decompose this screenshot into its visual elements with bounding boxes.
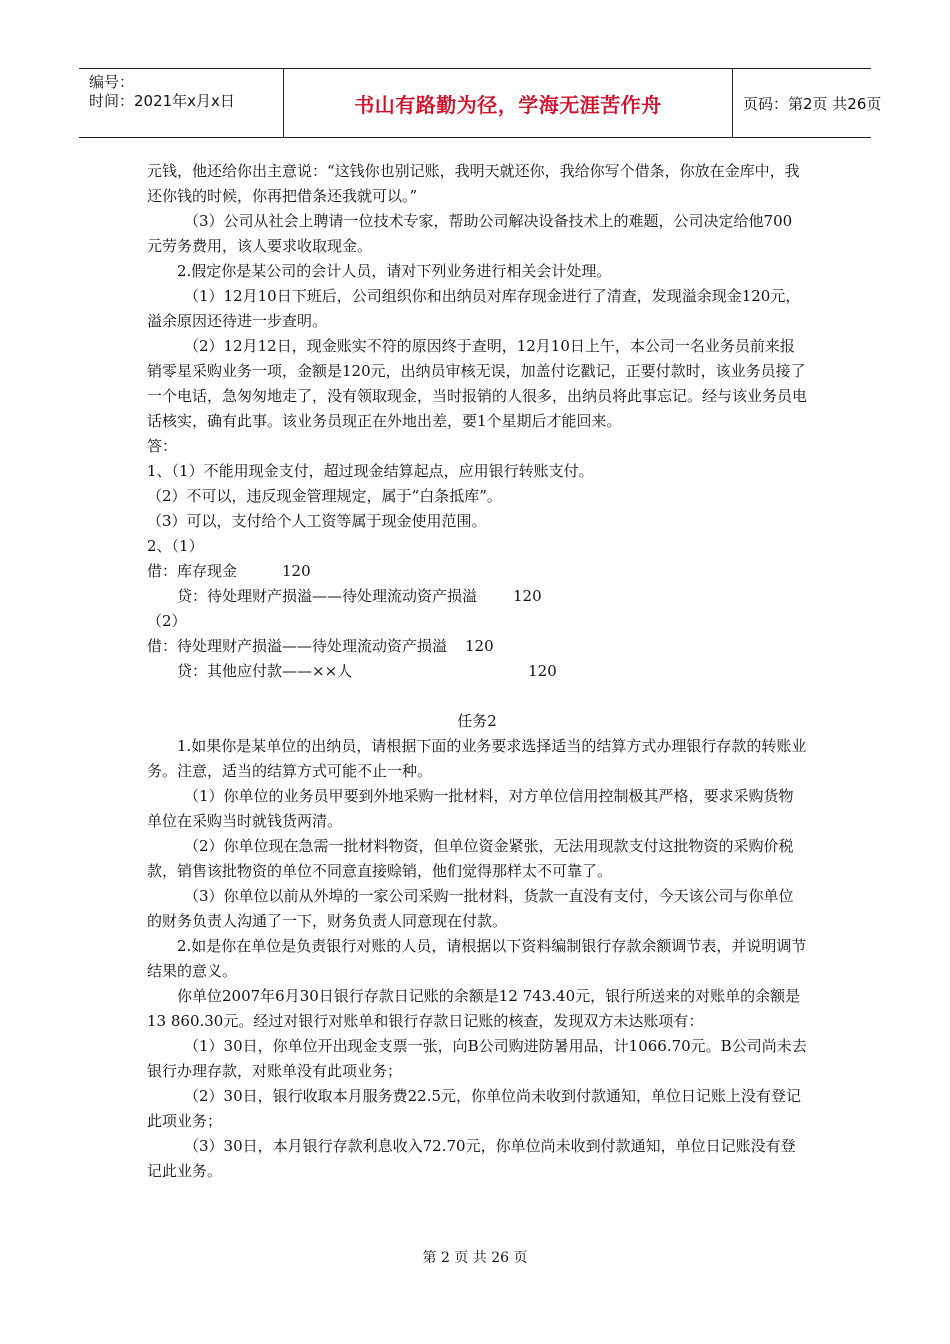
page-header xyxy=(79,68,882,138)
entry-amount: 120 xyxy=(465,637,494,655)
header-left-cell xyxy=(79,69,283,137)
entry-account: 借：待处理财产损溢——待处理流动资产损溢 xyxy=(147,637,448,655)
entry-account: 借：库存现金 xyxy=(147,562,238,580)
paragraph: 1.如果你是某单位的出纳员，请根据下面的业务要求选择适当的结算方式办理银行存款的转账业务。注意，适当的结算方式可能不止一种。 xyxy=(147,737,807,780)
entry-account: 贷：其他应付款——××人 xyxy=(177,662,353,680)
paragraph: （2）30日，银行收取本月服务费22.5元，你单位尚未收到付款通知，单位日记账上没有登记此项业务； xyxy=(147,1087,802,1130)
paragraph: （2）你单位现在急需一批材料物资，但单位资金紧张，无法用现款支付这批物资的采购价税款，销售该批物资的单位不同意直接赊销，他们觉得那样太不可靠了。 xyxy=(147,837,794,880)
paragraph: （2）12月12日，现金账实不符的原因终于查明，12月10日上午，本公司一名业务员前来报销零星采购业务一项，金额是120元，出纳员审核无误，加盖付讫戳记，正要付款时，该业务员接了一个电话，急匆匆地走了，没有领取现金，当时报销的人很多，出纳员将此事忘记。经与该业务员电话核实，确有此事。该业务员现正在外地出差，要1个星期后才能回来。 xyxy=(147,337,808,430)
paragraph: 2.假定你是某公司的会计人员，请对下列业务进行相关会计处理。 xyxy=(177,262,612,280)
paragraph: （1）30日，你单位开出现金支票一张，向B公司购进防暑用品，计1066.70元。B公司尚未去银行办理存款，对账单没有此项业务； xyxy=(147,1037,807,1080)
header-motto-cell xyxy=(283,69,733,137)
motto-text: 书山有路勤为径，学海无涯苦作舟 xyxy=(354,92,662,117)
document-body xyxy=(147,159,807,1184)
paragraph: 2.如是你在单位是负责银行对账的人员，请根据以下资料编制银行存款余额调节表，并说明调节结果的意义。 xyxy=(147,937,807,980)
paragraph: （3）你单位以前从外埠的一家公司采购一批材料，货款一直没有支付，今天该公司与你单位的财务负责人沟通了一下，财务负责人同意现在付款。 xyxy=(147,887,794,930)
journal-entry-credit xyxy=(147,584,807,609)
page-footer xyxy=(0,1247,950,1267)
footer-page-number: 第 2 页 共 26 页 xyxy=(422,1250,528,1266)
answer-line: 1、（1）不能用现金支付，超过现金结算起点，应用银行转账支付。 xyxy=(147,462,594,480)
answer-line: （2）不可以，违反现金管理规定，属于“白条抵库”。 xyxy=(147,487,502,505)
journal-entry-credit xyxy=(147,659,807,684)
entry-amount: 120 xyxy=(513,587,542,605)
entry-amount: 120 xyxy=(528,662,557,680)
paragraph: （1）12月10日下班后，公司组织你和出纳员对库存现金进行了清查，发现溢余现金120元，溢余原因还待进一步查明。 xyxy=(147,287,801,330)
date-label: 时间：2021年x月x日 xyxy=(89,92,235,110)
paragraph: （3）公司从社会上聘请一位技术专家，帮助公司解决设备技术上的难题，公司决定给他700元劳务费用，该人要求收取现金。 xyxy=(147,212,793,255)
task-title: 任务2 xyxy=(457,712,497,730)
paragraph: 元钱，他还给你出主意说：“这钱你也别记账，我明天就还你，我给你写个借条，你放在金库中，我还你钱的时候，你再把借条还我就可以。” xyxy=(147,162,800,205)
entry-amount: 120 xyxy=(282,562,311,580)
entry-account: 贷：待处理财产损溢——待处理流动资产损溢 xyxy=(177,587,478,605)
paragraph: （1）你单位的业务员甲要到外地采购一批材料，对方单位信用控制极其严格，要求采购货物单位在采购当时就钱货两清。 xyxy=(147,787,794,830)
page-info: 页码：第2页 共26页 xyxy=(743,94,882,113)
paragraph: 你单位2007年6月30日银行存款日记账的余额是12 743.40元，银行所送来的对账单的余额是13 860.30元。经过对银行对账单和银行存款日记账的核查，发现双方未达账项有： xyxy=(147,987,801,1030)
answer-line: （3）可以，支付给个人工资等属于现金使用范围。 xyxy=(147,512,487,530)
journal-entry-debit xyxy=(147,559,807,584)
number-label: 编号： xyxy=(89,73,135,91)
answer-line: 2、（1） xyxy=(147,537,204,555)
paragraph: （3）30日，本月银行存款利息收入72.70元，你单位尚未收到付款通知，单位日记账没有登记此业务。 xyxy=(147,1137,796,1180)
spacer xyxy=(147,684,807,709)
journal-entry-debit xyxy=(147,634,807,659)
answer-label: 答： xyxy=(147,437,178,455)
answer-line: （2） xyxy=(147,612,187,630)
header-page-cell xyxy=(733,69,882,137)
